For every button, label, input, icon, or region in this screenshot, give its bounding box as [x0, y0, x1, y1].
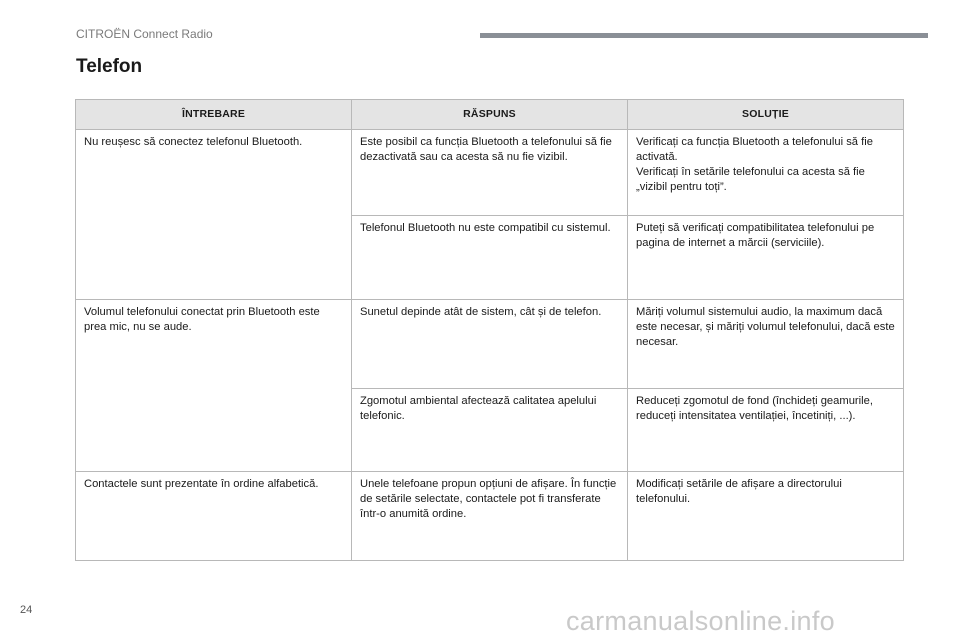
table-header-row	[76, 100, 904, 130]
answer-cell: Unele telefoane propun opțiuni de afișare. În funcție de setările selectate, contactele pot fi transferate într-o anumită ordine.	[352, 472, 628, 561]
column-header-question: ÎNTREBARE	[76, 100, 352, 130]
brand-header-label: CITROËN Connect Radio	[76, 27, 213, 41]
solution-cell: Reduceți zgomotul de fond (închideți geamurile, reduceți intensitatea ventilației, încetiniți, ...).	[628, 389, 904, 472]
solution-cell: Măriți volumul sistemului audio, la maximum dacă este necesar, și măriți volumul telefonului, dacă este necesar.	[628, 300, 904, 389]
answer-cell: Zgomotul ambiental afectează calitatea apelului telefonic.	[352, 389, 628, 472]
table-row	[76, 130, 904, 216]
column-header-solution: SOLUȚIE	[628, 100, 904, 130]
page-title: Telefon	[76, 56, 143, 77]
answer-cell: Este posibil ca funcția Bluetooth a telefonului să fie dezactivată sau ca acesta să nu fie vizibil.	[352, 130, 628, 216]
answer-cell: Telefonul Bluetooth nu este compatibil cu sistemul.	[352, 216, 628, 300]
table-row	[76, 300, 904, 389]
question-cell: Volumul telefonului conectat prin Bluetooth este prea mic, nu se aude.	[76, 300, 352, 472]
page-number: 24	[20, 604, 33, 616]
watermark-text: carmanualsonline.info	[566, 606, 835, 636]
table-row	[76, 472, 904, 561]
question-cell: Contactele sunt prezentate în ordine alfabetică.	[76, 472, 352, 561]
solution-cell: Modificați setările de afișare a directorului telefonului.	[628, 472, 904, 561]
question-cell: Nu reușesc să conectez telefonul Bluetooth.	[76, 130, 352, 300]
solution-cell: Puteți să verificați compatibilitatea telefonului pe pagina de internet a mărcii (serviciile).	[628, 216, 904, 300]
solution-cell: Verificați ca funcția Bluetooth a telefonului să fie activată. Verificați în setările telefonului ca acesta să fie „vizibil pentru toți”.	[628, 130, 904, 216]
troubleshooting-table	[75, 99, 904, 561]
answer-cell: Sunetul depinde atât de sistem, cât și de telefon.	[352, 300, 628, 389]
header-divider-bar	[480, 33, 928, 38]
column-header-answer: RĂSPUNS	[352, 100, 628, 130]
